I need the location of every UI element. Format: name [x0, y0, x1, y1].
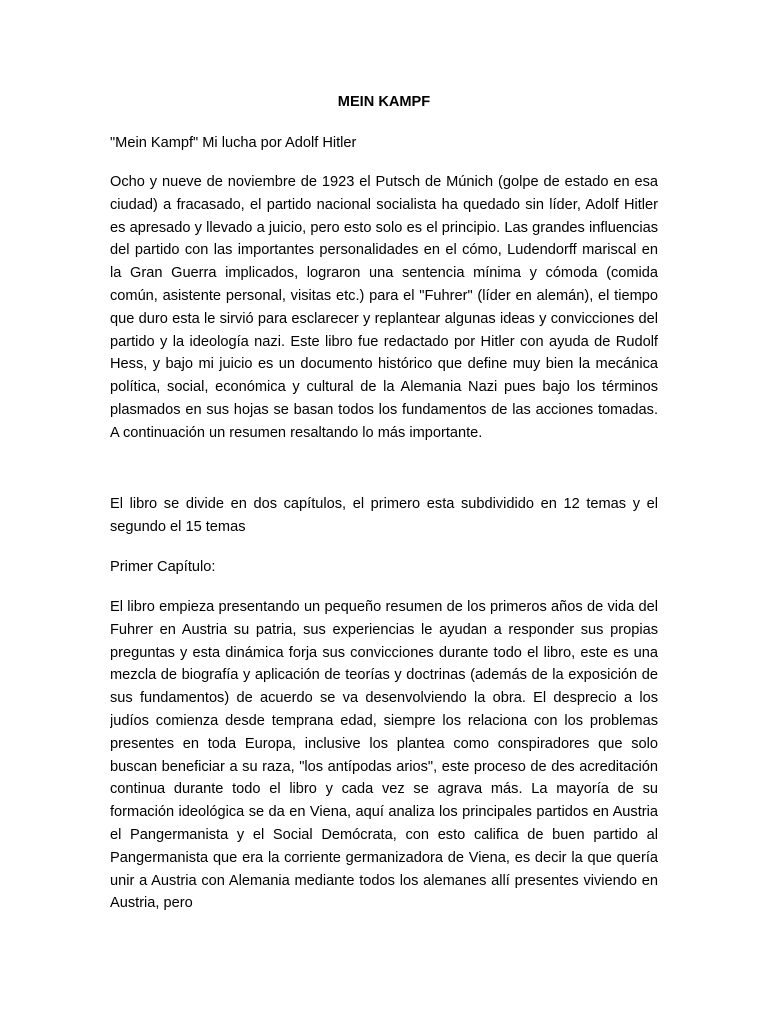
paragraph-intro: Ocho y nueve de noviembre de 1923 el Putsch de Múnich (golpe de estado en esa ciudad) a fracasado, el partido nacional socialista ha quedado sin líder, Adolf Hitler es apresado y llevado a juicio, pero esto solo es el principio. Las grandes influencias del partido con las importantes personalidades en el cómo, Ludendorff mariscal en la Gran Guerra implicados, lograron una sentencia mínima y cómoda (comida común, asistente personal, visitas etc.) para el "Fuhrer" (líder en alemán), el tiempo que duro esta le sirvió para esclarecer y replantear algunas ideas y convicciones del partido y la ideología nazi. Este libro fue redactado por Hitler con ayuda de Rudolf Hess, y bajo mi juicio es un documento histórico que define muy bien la mecánica política, social, económica y cultural de la Alemania Nazi pues bajo los términos plasmados en sus hojas se basan todos los fundamentos de las acciones tomadas. A continuación un resumen resaltando lo más importante. [110, 174, 658, 441]
paragraph-structure: El libro se divide en dos capítulos, el primero esta subdividido en 12 temas y el segundo el 15 temas [110, 496, 658, 535]
document-subtitle: "Mein Kampf" Mi lucha por Adolf Hitler [110, 135, 357, 151]
paragraph-first-chapter: El libro empieza presentando un pequeño resumen de los primeros años de vida del Fuhrer en Austria su patria, sus experiencias le ayudan a responder sus propias preguntas y esta dinámica forja sus convicciones durante todo el libro, este es una mezcla de biografía y aplicación de teorías y doctrinas (además de la exposición de sus fundamentos) de acuerdo se va desenvolviendo la obra. El desprecio a los judíos comienza desde temprana edad, siempre los relaciona con los problemas presentes en toda Europa, inclusive los plantea como conspiradores que solo buscan beneficiar a su raza, "los antípodas arios", este proceso de des acreditación continua durante todo el libro y cada vez se agrava más. La mayoría de su formación ideológica se da en Viena, aquí analiza los principales partidos en Austria el Pangermanista y el Social Demócrata, con esto califica de buen partido al Pangermanista que era la corriente germanizadora de Viena, es decir la que quería unir a Austria con Alemania mediante todos los alemanes allí presentes viviendo en Austria, pero [110, 599, 658, 912]
document-title: MEIN KAMPF [337, 94, 431, 110]
section-heading: Primer Capítulo: [110, 559, 216, 575]
